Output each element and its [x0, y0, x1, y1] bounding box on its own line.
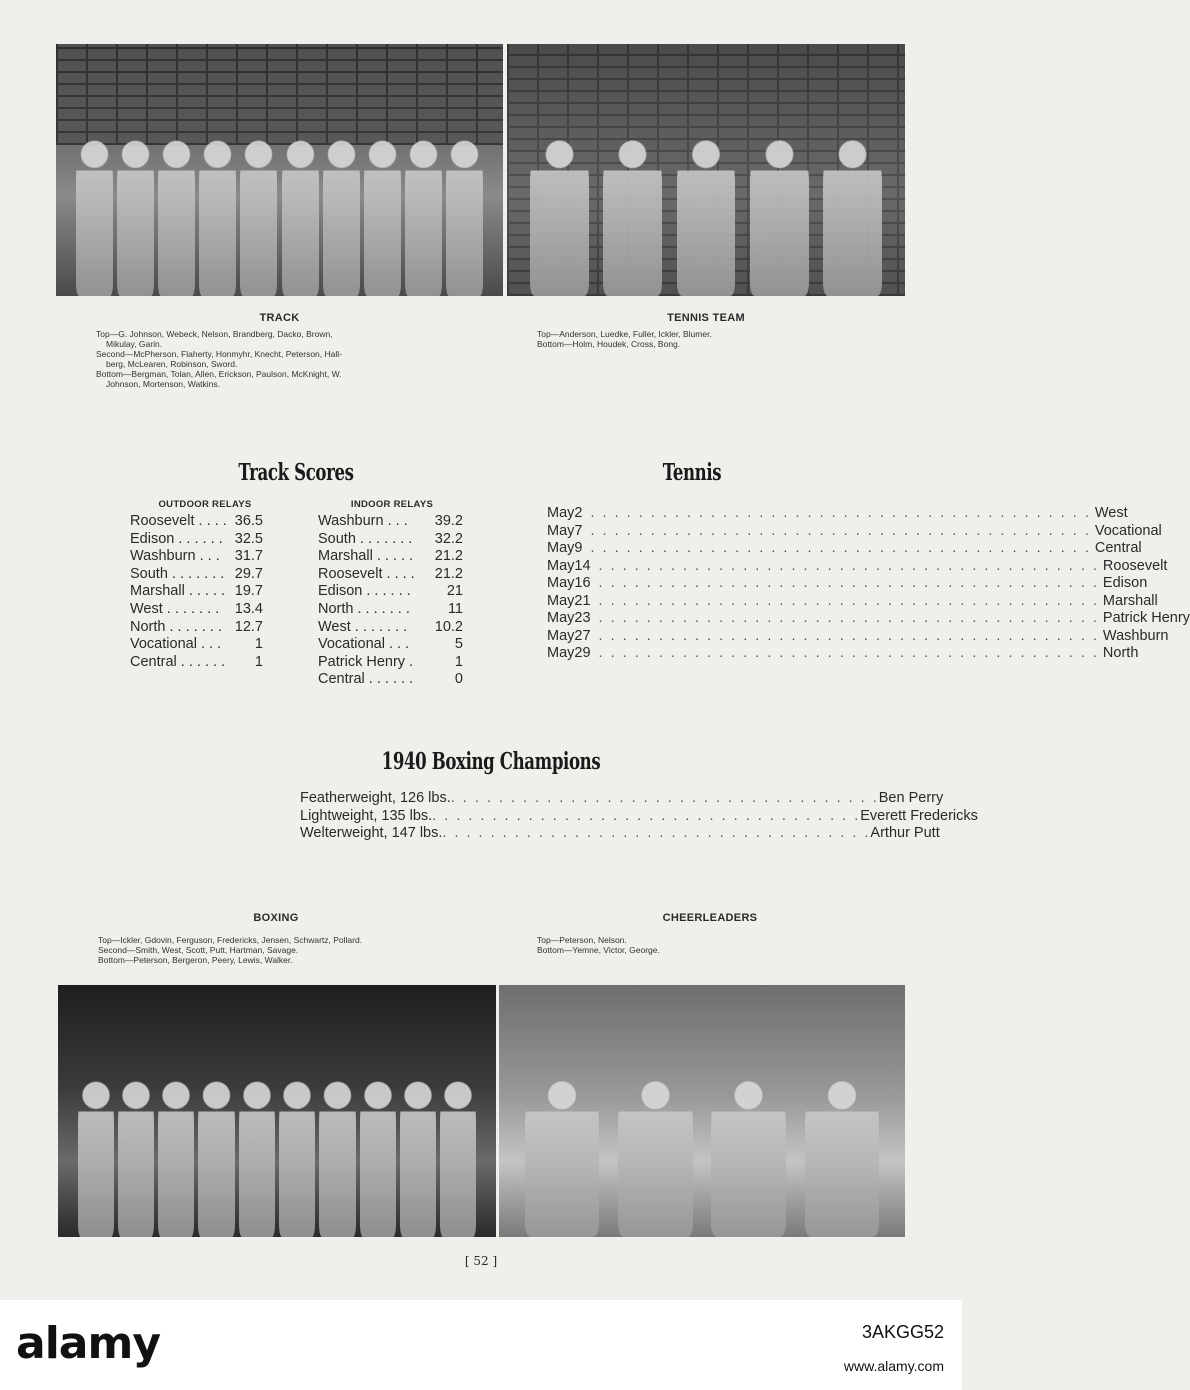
caption-line: Johnson, Mortenson, Watkins. [106, 379, 221, 389]
outdoor-relays-list [130, 513, 263, 671]
cheerleaders-caption-title: CHEERLEADERS [662, 912, 758, 924]
caption-line: Top—Anderson, Luedke, Fuller, Ickler, Blumer. [537, 329, 712, 339]
cheerleaders-caption-names [537, 935, 877, 955]
schedule-row: May 16 . . . . . . . . . . . . . . . . . . . . . . . . . . . . . . . . . . . . . . . . . . Edison [547, 575, 1148, 591]
tennis-title: Tennis [662, 459, 722, 486]
site-url[interactable]: www.alamy.com [843, 1358, 944, 1374]
score-row: Roosevelt . . . . 36.5 [130, 513, 263, 529]
track-team-photo [56, 44, 503, 296]
indoor-relays-heading: INDOOR RELAYS [350, 499, 434, 510]
schedule-row: May 7 . . . . . . . . . . . . . . . . . . . . . . . . . . . . . . . . . . . . . . . . . . Vocational [547, 522, 1162, 539]
schedule-row: May 14 . . . . . . . . . . . . . . . . . . . . . . . . . . . . . . . . . . . . . . . . . . Roosevelt [547, 557, 1168, 574]
caption-line: Bottom—Yemne, Victor, George. [537, 945, 660, 955]
schedule-row: May 2 . . . . . . . . . . . . . . . . . . . . . . . . . . . . . . . . . . . . . . . . . . West [547, 505, 1128, 521]
score-row: Edison . . . . . . 21 [318, 583, 463, 600]
score-row: Marshall . . . . . 19.7 [130, 583, 263, 600]
caption-line: Top—G. Johnson, Webeck, Nelson, Brandberg, Dacko, Brown, [96, 329, 333, 339]
cheerleaders-photo [499, 985, 905, 1237]
boxing-caption-names [98, 935, 478, 965]
tennis-team-photo [507, 44, 905, 296]
schedule-row: May 27 . . . . . . . . . . . . . . . . . . . . . . . . . . . . . . . . . . . . . . . . . . Washburn [547, 627, 1169, 644]
score-row: Vocational . . . 5 [318, 636, 463, 653]
boxing-team-photo [58, 985, 496, 1237]
score-row: Washburn . . . 31.7 [130, 548, 263, 565]
caption-line: berg, McLearen, Robinson, Sword. [106, 359, 238, 369]
tennis-caption-names [537, 329, 877, 349]
champion-row: Lightweight, 135 lbs. . . . . . . . . . . . . . . . . . . . . . . . . . . . . . . . . . . . . Everett Fredericks [300, 807, 978, 824]
score-row: Patrick Henry . 1 [318, 653, 463, 670]
caption-line: Bottom—Holm, Houdek, Cross, Bong. [537, 339, 681, 349]
schedule-row: May 23 . . . . . . . . . . . . . . . . . . . . . . . . . . . . . . . . . . . . . . . . . . Patrick Henry [547, 610, 1190, 626]
score-row: Vocational . . . 1 [130, 636, 263, 653]
caption-line: Bottom—Peterson, Bergeron, Peery, Lewis, Walker. [98, 955, 293, 965]
score-row: Edison . . . . . . 32.5 [130, 530, 263, 547]
score-row: South . . . . . . . 32.2 [318, 530, 463, 547]
score-row: North . . . . . . . 11 [318, 600, 463, 617]
score-row: North . . . . . . . 12.7 [130, 618, 263, 635]
caption-line: Bottom—Bergman, Tolan, Allen, Erickson, Paulson, McKnight, W. [96, 369, 342, 379]
boxing-champions-title: 1940 Boxing Champions [381, 748, 601, 775]
track-scores-title: Track Scores [238, 459, 354, 486]
schedule-row: May 29 . . . . . . . . . . . . . . . . . . . . . . . . . . . . . . . . . . . . . . . . . . North [547, 645, 1139, 661]
score-row: Roosevelt . . . . 21.2 [318, 565, 463, 582]
tennis-caption-title: TENNIS TEAM [667, 312, 745, 324]
score-row: West . . . . . . . 10.2 [318, 618, 463, 635]
boxing-champions-list [300, 790, 978, 843]
brand-logo: alamy [16, 1318, 160, 1369]
outdoor-relays-heading: OUTDOOR RELAYS [158, 499, 252, 510]
score-row: Central . . . . . . 1 [130, 653, 263, 670]
caption-line: Top—Peterson, Nelson. [537, 935, 627, 945]
indoor-relays-list [318, 513, 463, 689]
caption-line: Top—Ickler, Gdovin, Ferguson, Fredericks, Jensen, Schwartz, Pollard. [98, 935, 363, 945]
track-caption-names [96, 329, 476, 389]
boxing-caption-title: BOXING [253, 912, 299, 924]
champion-row: Featherweight, 126 lbs. . . . . . . . . . . . . . . . . . . . . . . . . . . . . . . . . . . . . Ben Perry [300, 790, 944, 806]
caption-line: Second—Smith, West, Scott, Putt, Hartman, Savage. [98, 945, 299, 955]
score-row: Central . . . . . . 0 [318, 671, 463, 688]
schedule-row: May 21 . . . . . . . . . . . . . . . . . . . . . . . . . . . . . . . . . . . . . . . . . . Marshall [547, 592, 1158, 609]
score-row: Washburn . . . 39.2 [318, 513, 463, 529]
score-row: Marshall . . . . . 21.2 [318, 548, 463, 565]
page-number: [ 52 ] [464, 1254, 498, 1268]
score-row: West . . . . . . . 13.4 [130, 600, 263, 617]
score-row: South . . . . . . . 29.7 [130, 565, 263, 582]
schedule-row: May 9 . . . . . . . . . . . . . . . . . . . . . . . . . . . . . . . . . . . . . . . . . . Central [547, 540, 1142, 556]
champion-row: Welterweight, 147 lbs. . . . . . . . . . . . . . . . . . . . . . . . . . . . . . . . . . . . . Arthur Putt [300, 825, 940, 841]
image-id: 3AKGG52 [861, 1322, 944, 1342]
caption-line: Second—McPherson, Flaherty, Honmyhr, Knecht, Peterson, Hall- [96, 349, 342, 359]
tennis-schedule [547, 505, 1190, 663]
track-caption-title: TRACK [259, 312, 300, 324]
caption-line: Mikulay, Garin. [106, 339, 163, 349]
